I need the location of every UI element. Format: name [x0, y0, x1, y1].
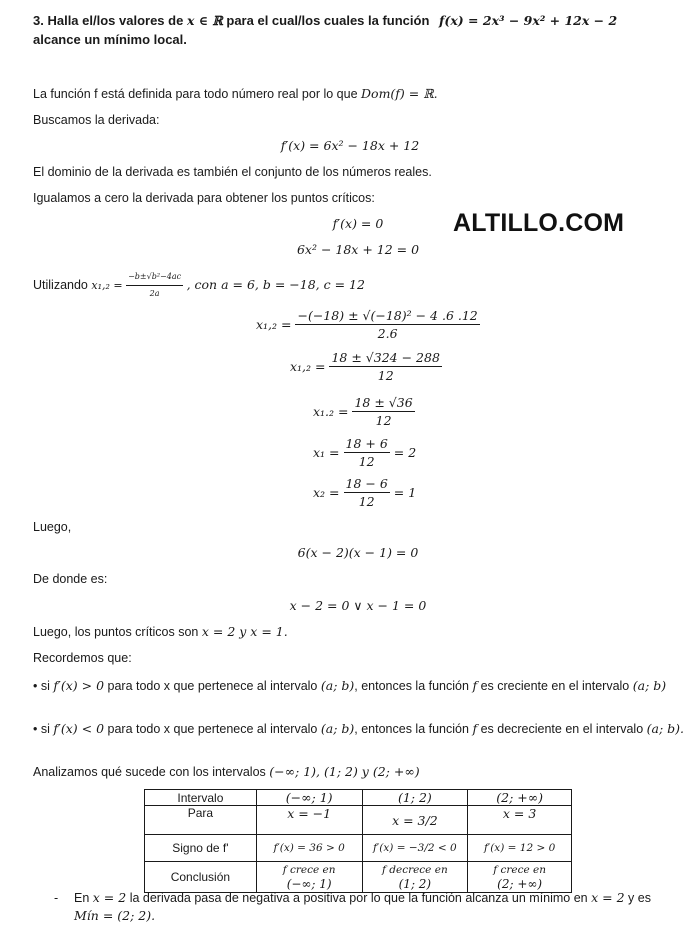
step4-fraction	[344, 436, 390, 469]
dedonde-label: De donde es:	[33, 572, 108, 586]
table-row	[145, 790, 572, 806]
step4-lhs: x₁ =	[313, 445, 340, 460]
interval-analysis-table	[144, 789, 572, 893]
step1-numerator: −(−18) ± √(−18)² − 4 .6 .12	[297, 308, 478, 323]
conclusion-b: (−∞; 1)	[286, 876, 332, 891]
bullet2-c: , entonces la función	[354, 722, 469, 736]
bullet2-m2: (a; b)	[320, 721, 355, 736]
derivative-domain-paragraph: El dominio de la derivada es también el conjunto de los números reales.	[33, 165, 432, 179]
analizamos-text: Analizamos qué sucede con los intervalos	[33, 765, 266, 779]
domain-text: La función f está definida para todo número real por lo que	[33, 87, 358, 101]
step1-lhs: x₁,₂ =	[256, 317, 292, 332]
step5-numerator: 18 − 6	[345, 476, 388, 491]
quadratic-step-2	[290, 350, 442, 383]
bullet2-d: es decreciente en el intervalo	[480, 722, 644, 736]
derivative-equation: f′(x) = 6x² − 18x + 12	[280, 138, 420, 153]
watermark-altillo: ALTILLO.COM	[453, 209, 625, 237]
bullet1-a: • si	[33, 679, 50, 693]
interval-cell: (2; +∞)	[468, 790, 572, 806]
derivative-intro: Buscamos la derivada:	[33, 113, 160, 127]
formula-label: Utilizando	[33, 277, 88, 292]
quadratic-formula-numerator: −b±√b²−4ac	[126, 270, 183, 286]
step1-fraction	[295, 308, 479, 341]
conclusion-cell	[256, 862, 362, 893]
problem-text-c: alcance un mínimo local.	[33, 32, 187, 47]
conclusion-b: (2; +∞)	[497, 876, 543, 891]
row-label-conclusion: Conclusión	[145, 862, 257, 893]
conclusion-cell	[468, 862, 572, 893]
bullet1-c: , entonces la función	[354, 679, 469, 693]
factored-equation: 6(x − 2)(x − 1) = 0	[297, 545, 419, 560]
final-minimum: Mín = (2; 2).	[74, 908, 156, 923]
table-row	[145, 835, 572, 862]
bullet1-m2: (a; b)	[320, 678, 355, 693]
critical-points-paragraph	[33, 624, 288, 639]
final-b: la derivada pasa de negativa a positiva por lo que la función alcanza un mínimo en	[129, 891, 588, 905]
formula-lhs: x₁,₂ =	[91, 278, 123, 292]
bullet-increasing	[33, 677, 688, 695]
bullet2-m3: f	[472, 721, 478, 736]
zero-equation-1: f′(x) = 0	[332, 216, 384, 231]
step3-lhs: x₁.₂ =	[313, 404, 349, 419]
step5-denominator: 12	[358, 494, 375, 509]
quadratic-step-5	[313, 476, 416, 509]
conclusion-a: f decrece en	[382, 863, 448, 876]
step3-numerator: 18 ± √36	[354, 395, 413, 410]
problem-text-a: Halla el/los valores de	[47, 13, 184, 28]
step5-result: = 1	[393, 485, 417, 500]
step4-denominator: 12	[358, 454, 375, 469]
analizamos-intervals: (−∞; 1), (1; 2) y (2; +∞)	[269, 764, 420, 779]
step2-denominator: 12	[377, 368, 394, 383]
formula-coefficients: , con a = 6, b = −18, c = 12	[186, 276, 365, 292]
zero-equation-2: 6x² − 18x + 12 = 0	[296, 242, 420, 257]
domain-paragraph	[33, 86, 438, 101]
bullet1-d: es creciente en el intervalo	[480, 679, 630, 693]
step1-denominator: 2.6	[377, 326, 398, 341]
critical-points-text: Luego, los puntos críticos son	[33, 625, 199, 639]
bullet1-m3: f	[472, 678, 478, 693]
final-dash: -	[54, 891, 59, 905]
quadratic-step-3	[313, 395, 415, 428]
final-conclusion	[54, 889, 688, 925]
para-cell: x = −1	[256, 806, 362, 835]
bullet2-m1: f′(x) < 0	[53, 721, 105, 736]
step4-result: = 2	[393, 445, 417, 460]
conclusion-b: (1; 2)	[398, 876, 432, 891]
luego-label: Luego,	[33, 520, 72, 534]
final-a: En	[74, 891, 90, 905]
quadratic-step-1	[256, 308, 480, 341]
domain-math: Dom(f) = ℝ.	[361, 86, 438, 101]
equal-zero-paragraph: Igualamos a cero la derivada para obtener los puntos críticos:	[33, 191, 375, 205]
step3-denominator: 12	[375, 413, 392, 428]
signo-cell: f′(x) = −3/2 < 0	[362, 835, 468, 862]
step5-fraction	[344, 476, 390, 509]
bullet1-m4: (a; b)	[632, 678, 667, 693]
bullet2-m4: (a; b).	[646, 721, 685, 736]
problem-function: f(x) = 2x³ − 9x² + 12x − 2	[439, 13, 618, 28]
bullet-decreasing	[33, 720, 688, 738]
row-label-signo: Signo de f'	[145, 835, 257, 862]
bullet2-b: para todo x que pertenece al intervalo	[107, 722, 318, 736]
bullet1-b: para todo x que pertenece al intervalo	[107, 679, 318, 693]
interval-cell: (1; 2)	[362, 790, 468, 806]
table-row	[145, 862, 572, 893]
roots-equation: x − 2 = 0 ∨ x − 1 = 0	[289, 598, 427, 613]
quadratic-step-4	[313, 436, 416, 469]
formula-paragraph	[33, 270, 365, 301]
problem-number: 3.	[33, 13, 44, 28]
signo-cell: f′(x) = 36 > 0	[256, 835, 362, 862]
quadratic-formula-denominator: 2a	[149, 289, 160, 298]
critical-points-math: x = 2 y x = 1.	[201, 624, 288, 639]
problem-statement	[33, 11, 683, 49]
step3-fraction	[352, 395, 414, 428]
final-c: y es	[628, 891, 651, 905]
conclusion-cell	[362, 862, 468, 893]
step2-fraction	[329, 350, 441, 383]
row-label-para: Para	[145, 806, 257, 835]
step2-lhs: x₁,₂ =	[290, 359, 326, 374]
step4-numerator: 18 + 6	[345, 436, 388, 451]
problem-x-in-r: x ∈ ℝ	[186, 13, 223, 28]
para-cell: x = 3/2	[362, 806, 468, 835]
final-m1: x = 2	[92, 890, 127, 905]
conclusion-a: f crece en	[493, 863, 546, 876]
conclusion-a: f crece en	[282, 863, 336, 876]
step5-lhs: x₂ =	[313, 485, 340, 500]
table-row	[145, 806, 572, 835]
signo-cell: f′(x) = 12 > 0	[468, 835, 572, 862]
bullet1-m1: f′(x) > 0	[53, 678, 105, 693]
bullet2-a: • si	[33, 722, 50, 736]
para-cell: x = 3	[468, 806, 572, 835]
final-m2: x = 2	[591, 890, 625, 905]
recordemos-label: Recordemos que:	[33, 651, 132, 665]
step2-numerator: 18 ± √324 − 288	[331, 350, 440, 365]
interval-cell: (−∞; 1)	[256, 790, 362, 806]
problem-text-b: para el cual/los cuales la función	[226, 13, 430, 28]
row-label-intervalo: Intervalo	[145, 790, 257, 806]
analizamos-paragraph	[33, 764, 420, 779]
quadratic-formula	[126, 270, 183, 301]
